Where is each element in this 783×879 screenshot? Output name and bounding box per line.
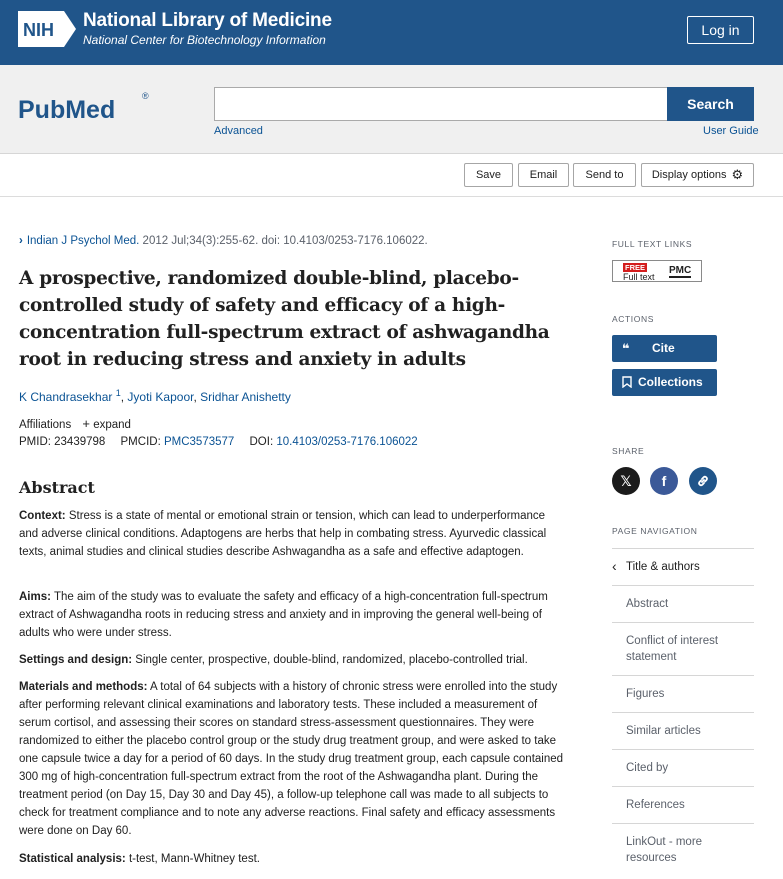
pmcid-link[interactable]: PMC3573577 bbox=[163, 436, 235, 448]
chevron-left-icon: ‹ bbox=[612, 558, 617, 574]
facebook-share-icon[interactable]: f bbox=[650, 467, 678, 495]
ncbi-subtitle: National Center for Biotechnology Information bbox=[83, 33, 326, 47]
nih-logo-text: NIH bbox=[23, 20, 54, 40]
full-text-label: Full text bbox=[623, 272, 655, 282]
pmid-value: 23439798 bbox=[54, 436, 106, 448]
author-link[interactable]: Jyoti Kapoor bbox=[127, 390, 194, 404]
email-button[interactable]: Email bbox=[518, 163, 569, 187]
abstract-section-text: A total of 64 subjects with a history of chronic stress were enrolled into the study after performing relevant clinical examinations and laboratory tests. These included a measurement of serum cortisol, and assessing their scores on standard stress-assessment questionnaires. They were randomized to either the placebo control group or the study drug treatment group, and were asked to take one capsule twice a day for a period of 60 days. In the study drug treatment group, each capsule contained 300 mg of high-concentration full-spectrum extract from the root of the Ashwagandha plant. During the treatment period (on Day 15, Day 30 and Day 45), a follow-up telephone call was made to all subjects to check for treatment compliance and to note any adverse reactions. Final safety and efficacy assessments were done on Day 60. bbox=[19, 681, 564, 837]
share-label: SHARE bbox=[612, 446, 645, 456]
pmid-label: PMID: bbox=[19, 436, 55, 448]
abstract-section-label: Settings and design: bbox=[19, 654, 133, 666]
abstract-section-text: Stress is a state of mental or emotional strain or tension, which can lead to underperformance and adverse clinical conditions. Adaptogens are herbs that help in combating stress. Ayurvedic classical texts, animal studies and clinical studies describe Ashwagandha as a safe and effective adaptogen. bbox=[19, 510, 547, 558]
abstract-section-text: t-test, Mann-Whitney test. bbox=[125, 853, 260, 865]
nih-logo[interactable] bbox=[18, 11, 76, 47]
display-options-label: Display options bbox=[651, 169, 727, 181]
gear-icon: ⚙ bbox=[731, 167, 744, 182]
x-twitter-share-icon[interactable]: 𝕏 bbox=[612, 467, 640, 495]
citation-details: 2012 Jul;34(3):255-62. doi: 10.4103/0253-7176.106022. bbox=[139, 235, 428, 247]
nav-item-cited-by[interactable]: Cited by bbox=[612, 749, 754, 786]
author-affiliation-number[interactable]: 1 bbox=[115, 388, 121, 398]
nav-item-abstract[interactable]: Abstract bbox=[612, 585, 754, 622]
actions-label: ACTIONS bbox=[612, 314, 654, 324]
search-input[interactable] bbox=[214, 87, 669, 121]
nav-item-figures[interactable]: Figures bbox=[612, 675, 754, 712]
affiliations-label: Affiliations bbox=[19, 419, 72, 431]
abstract-statistics bbox=[19, 850, 564, 868]
plus-icon: + bbox=[82, 416, 91, 431]
pubmed-logo-text: PubMed bbox=[18, 96, 116, 124]
search-area bbox=[0, 65, 783, 154]
collections-button[interactable] bbox=[612, 369, 717, 396]
abstract-section-label: Materials and methods: bbox=[19, 681, 148, 693]
abstract-methods bbox=[19, 678, 564, 840]
nav-item-references[interactable]: References bbox=[612, 786, 754, 823]
nav-item-conflict-of-interest[interactable]: Conflict of interest statement bbox=[612, 622, 754, 675]
user-guide-link[interactable]: User Guide bbox=[703, 125, 759, 137]
author-link[interactable]: Sridhar Anishetty bbox=[200, 390, 291, 404]
abstract-settings bbox=[19, 651, 564, 669]
pmc-logo: PMC bbox=[669, 265, 692, 276]
journal-citation bbox=[19, 235, 428, 247]
cite-label: Cite bbox=[652, 341, 675, 355]
nav-item-similar-articles[interactable]: Similar articles bbox=[612, 712, 754, 749]
display-options-button[interactable] bbox=[641, 163, 754, 187]
abstract-section-label: Aims: bbox=[19, 591, 51, 603]
login-button[interactable]: Log in bbox=[687, 16, 754, 44]
abstract-aims bbox=[19, 588, 564, 642]
abstract-section-label: Statistical analysis: bbox=[19, 853, 126, 865]
doi-label: DOI: bbox=[249, 436, 277, 448]
nlm-title[interactable]: National Library of Medicine bbox=[83, 10, 332, 31]
expand-label: expand bbox=[93, 419, 131, 431]
chevron-right-icon: › bbox=[19, 235, 23, 247]
bookmark-icon bbox=[622, 369, 632, 396]
author-list: K Chandrasekhar $^1$, Jyoti Kapoor, Sridhar Anishetty bbox=[19, 388, 291, 404]
full-text-links-label: FULL TEXT LINKS bbox=[612, 239, 693, 249]
article-identifiers bbox=[19, 436, 418, 448]
pmc-full-text-link[interactable] bbox=[612, 260, 702, 282]
search-button[interactable]: Search bbox=[667, 87, 754, 121]
abstract-context bbox=[19, 507, 564, 561]
copy-link-icon[interactable] bbox=[689, 467, 717, 495]
abstract-heading: Abstract bbox=[19, 478, 95, 497]
nav-item-linkout[interactable]: LinkOut - more resources bbox=[612, 823, 754, 876]
page-navigation bbox=[612, 548, 754, 876]
affiliations-toggle[interactable] bbox=[19, 416, 131, 431]
save-button[interactable]: Save bbox=[464, 163, 513, 187]
abstract-section-text: Single center, prospective, double-blind, randomized, placebo-controlled trial. bbox=[132, 654, 528, 666]
nih-header bbox=[0, 0, 783, 65]
free-badge: FREE bbox=[625, 263, 646, 272]
page-navigation-label: PAGE NAVIGATION bbox=[612, 526, 698, 536]
quote-icon: ❝ bbox=[622, 341, 630, 356]
pubmed-logo[interactable] bbox=[18, 85, 158, 131]
journal-link[interactable]: Indian J Psychol Med. bbox=[26, 235, 140, 247]
collections-label: Collections bbox=[638, 375, 703, 389]
nav-item-title-authors[interactable]: ‹ Title & authors bbox=[612, 548, 754, 585]
action-toolbar bbox=[0, 155, 783, 197]
cite-button[interactable] bbox=[612, 335, 717, 362]
doi-link[interactable]: 10.4103/0253-7176.106022 bbox=[276, 436, 418, 448]
send-to-button[interactable]: Send to bbox=[573, 163, 636, 187]
abstract-section-text: The aim of the study was to evaluate the safety and efficacy of a high-concentration full-spectrum extract of Ashwagandha roots in reducing stress and anxiety and in improving the general well-being of adults who were under stress. bbox=[19, 591, 548, 639]
pmcid-label: PMCID: bbox=[120, 436, 164, 448]
abstract-section-label: Context: bbox=[19, 510, 66, 522]
author-link[interactable]: K Chandrasekhar bbox=[19, 390, 113, 404]
svg-text:®: ® bbox=[142, 91, 149, 101]
article-title: A prospective, randomized double-blind, placebo-controlled study of safety and efficacy of a high-concentration full-spectrum extract of ashwagandha root in reducing stress and anxiety in adults bbox=[19, 268, 550, 370]
advanced-search-link[interactable]: Advanced bbox=[214, 125, 263, 137]
